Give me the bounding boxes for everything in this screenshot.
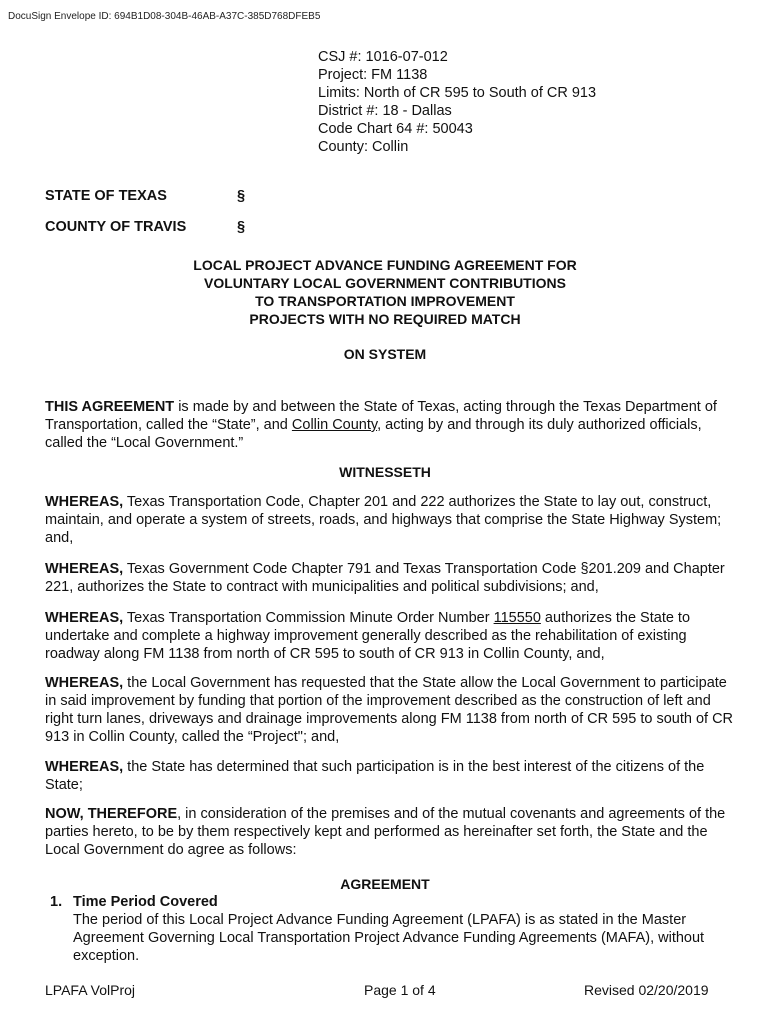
whereas-label: WHEREAS,: [45, 759, 124, 775]
minute-order-number: 115550: [493, 610, 541, 626]
project-header: [318, 48, 596, 156]
whereas-label: WHEREAS,: [45, 561, 124, 577]
on-system-heading: ON SYSTEM: [343, 346, 427, 362]
title-line: PROJECTS WITH NO REQUIRED MATCH: [249, 311, 521, 327]
county: County: Collin: [318, 139, 409, 155]
csj-number: CSJ #: 1016-07-012: [318, 49, 448, 65]
project-limits: Limits: North of CR 595 to South of CR 913: [318, 85, 597, 101]
item-number: 1.: [50, 894, 63, 910]
whereas-label: WHEREAS,: [45, 610, 124, 626]
county-label: COUNTY OF TRAVIS: [45, 219, 187, 235]
whereas-label: WHEREAS,: [45, 494, 124, 510]
agreement-title: [0, 256, 770, 328]
title-line: VOLUNTARY LOCAL GOVERNMENT CONTRIBUTIONS: [204, 275, 566, 291]
title-line: LOCAL PROJECT ADVANCE FUNDING AGREEMENT FOR: [193, 257, 577, 273]
whereas-paragraph-5: WHEREAS, the State has determined that such participation is in the best interest of the citizens of the State;: [45, 759, 705, 793]
state-label: STATE OF TEXAS: [45, 188, 167, 204]
state-of-texas-row: [45, 188, 246, 204]
project-name: Project: FM 1138: [318, 67, 428, 83]
county-of-travis-row: [45, 219, 246, 235]
code-chart: Code Chart 64 #: 50043: [318, 121, 473, 137]
now-therefore-paragraph: NOW, THEREFORE, in consideration of the premises and of the mutual covenants and agreements of the parties hereto, to be by them respectively kept and performed as hereinafter set forth, the State and the Local Government do agree as follows:: [45, 806, 726, 858]
footer-revision-date: Revised 02/20/2019: [584, 982, 709, 998]
agreement-heading: AGREEMENT: [340, 876, 430, 892]
docusign-envelope-id: DocuSign Envelope ID: 694B1D08-304B-46AB-A37C-385D768DFEB5: [8, 11, 321, 22]
local-government-name: Collin County: [291, 417, 378, 433]
intro-lead: THIS AGREEMENT: [45, 399, 175, 415]
intro-paragraph: THIS AGREEMENT is made by and between the State of Texas, acting through the Texas Department of Transportation, called the “State”, and Collin County, acting by and through its duly authorized officials, called the “Local Government.”: [45, 399, 717, 451]
footer-doc-name: LPAFA VolProj: [45, 982, 136, 998]
item-text: The period of this Local Project Advance Funding Agreement (LPAFA) is as stated in the Master Agreement Governing Local Transportation Project Advance Funding Agreements (MAFA), without exception.: [73, 912, 705, 964]
now-therefore-lead: NOW, THEREFORE: [45, 806, 178, 822]
section-symbol: §: [237, 188, 246, 204]
section-symbol: §: [237, 219, 246, 235]
whereas-paragraph-1: WHEREAS, Texas Transportation Code, Chapter 201 and 222 authorizes the State to lay out, construct, maintain, and operate a system of streets, roads, and highways that comprise the State Highway System; and,: [45, 494, 722, 546]
whereas-paragraph-2: WHEREAS, Texas Government Code Chapter 791 and Texas Transportation Code §201.209 and Chapter 221, authorizes the State to contract with municipalities and political subdivisions; and,: [45, 561, 725, 595]
footer-page-number: Page 1 of 4: [364, 982, 436, 998]
item-heading: Time Period Covered: [73, 894, 218, 910]
whereas-paragraph-4: WHEREAS, the Local Government has requested that the State allow the Local Government to participate in said improvement by funding that portion of the improvement described as the construction of left and right turn lanes, driveways and drainage improvements along FM 1138 from north of CR 595 to south of CR 913 in Collin County, called the “Project"; and,: [45, 675, 734, 745]
whereas-paragraph-3: WHEREAS, Texas Transportation Commission Minute Order Number 115550 authorizes the State to undertake and complete a highway improvement generally described as the rehabilitation of existing roadway along FM 1138 from north of CR 595 to south of CR 913 in Collin County, and,: [45, 610, 691, 662]
district: District #: 18 - Dallas: [318, 103, 452, 119]
agreement-item-1: [50, 893, 735, 965]
whereas-label: WHEREAS,: [45, 675, 124, 691]
witnesseth-heading: WITNESSETH: [339, 464, 431, 480]
title-line: TO TRANSPORTATION IMPROVEMENT: [255, 293, 515, 309]
